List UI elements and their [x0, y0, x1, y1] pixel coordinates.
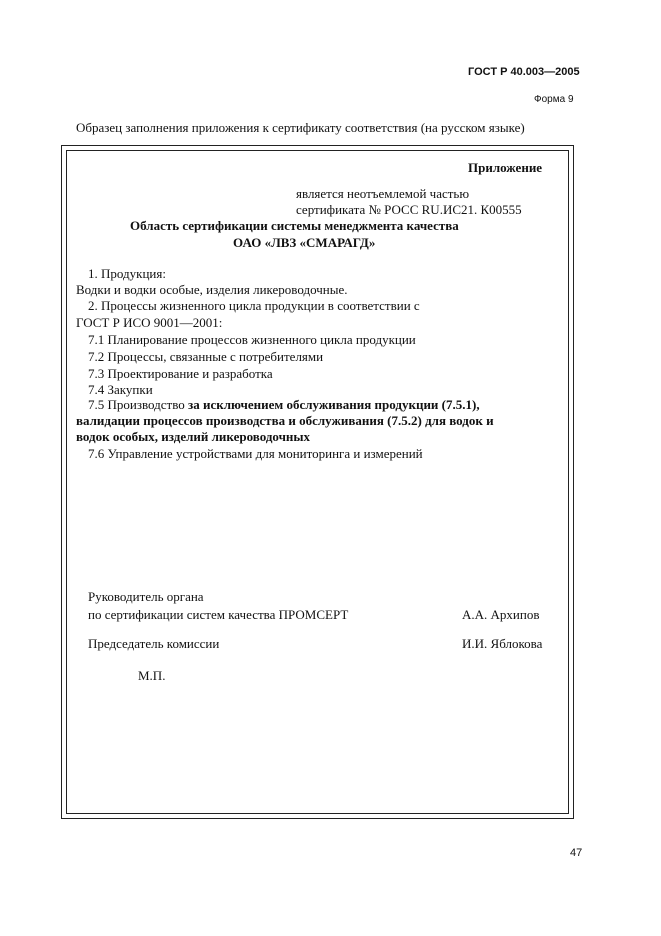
- item-7-5-prefix: 7.5 Производство: [88, 397, 185, 412]
- body-line: 7.3 Проектирование и разработка: [88, 366, 273, 381]
- body-line: Водки и водки особые, изделия ликероводочные.: [76, 282, 348, 297]
- body-line: 7.2 Процессы, связанные с потребителями: [88, 349, 324, 364]
- appendix-title-line1: Область сертификации системы менеджмента качества: [130, 218, 459, 233]
- body-line: 1. Продукция:: [88, 266, 166, 281]
- form-label: Форма 9: [534, 94, 574, 105]
- seal-label: М.П.: [138, 668, 166, 683]
- page-number: 47: [570, 847, 583, 859]
- caption: Образец заполнения приложения к сертификату соответствия (на русском языке): [76, 120, 525, 135]
- item-7-5-bold2: валидации процессов производства и обслуживания (7.5.2) для водок и: [76, 413, 494, 428]
- item-7-6: 7.6 Управление устройствами для мониторинга и измерений: [88, 446, 423, 461]
- body-line: ГОСТ Р ИСО 9001—2001:: [76, 315, 223, 330]
- body-line: 7.4 Закупки: [88, 382, 153, 397]
- chair-label: Председатель комиссии: [88, 636, 220, 651]
- appendix-label: Приложение: [468, 160, 543, 175]
- standard-number: ГОСТ Р 40.003—2005: [468, 66, 580, 78]
- appendix-note-line2: сертификата № РОСС RU.ИС21. К00555: [296, 202, 522, 217]
- head-title-line2: по сертификации систем качества ПРОМСЕРТ: [88, 607, 349, 622]
- chair-name: И.И. Яблокова: [462, 636, 543, 651]
- item-7-5-bold1: за исключением обслуживания продукции (7.5.1),: [188, 397, 480, 412]
- appendix-title-line2: ОАО «ЛВЗ «СМАРАГД»: [233, 235, 376, 250]
- body-line: 7.1 Планирование процессов жизненного цикла продукции: [88, 332, 416, 347]
- head-title-line1: Руководитель органа: [88, 589, 204, 604]
- body-line: 2. Процессы жизненного цикла продукции в соответствии с: [88, 298, 420, 313]
- item-7-5-bold3: водок особых, изделий ликероводочных: [76, 429, 311, 444]
- head-name: А.А. Архипов: [462, 607, 540, 622]
- item-7-5-line1: [88, 397, 480, 413]
- appendix-note-line1: является неотъемлемой частью: [296, 186, 470, 201]
